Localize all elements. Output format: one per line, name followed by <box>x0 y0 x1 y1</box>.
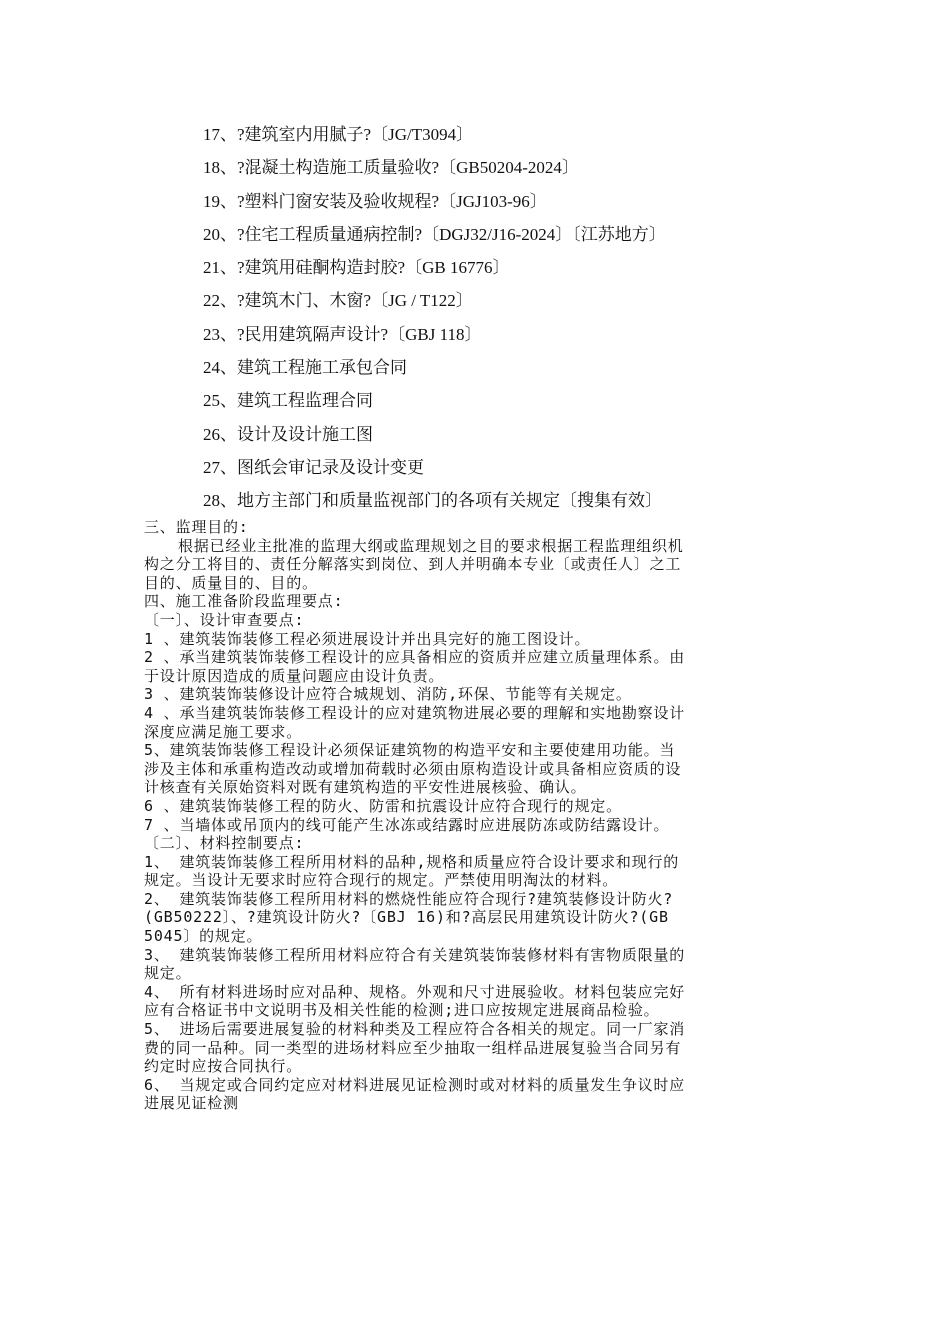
list-item: 24、建筑工程施工承包合同 <box>203 358 407 378</box>
body-text <box>144 518 812 1113</box>
list-item: 27、图纸会审记录及设计变更 <box>203 457 424 477</box>
section-heading-preparation: 四、施工准备阶段监理要点: <box>144 592 344 611</box>
paragraph-line: 7 、当墙体或吊顶内的线可能产生冰冻或结露时应进展防冻或防结露设计。 <box>144 815 670 834</box>
section-heading-objectives: 三、监理目的: <box>144 518 249 536</box>
paragraph-line: 2 、承当建筑装饰装修工程设计的应具备相应的资质并应建立质量理体系。由 <box>144 648 686 667</box>
subsection-heading-design: 〔一〕、设计审查要点: <box>144 610 305 629</box>
paragraph-line: 2、 建筑装饰装修工程所用材料的燃烧性能应符合现行?建筑装修设计防火? <box>144 889 674 908</box>
paragraph-line: 计核查有关原始资料对既有建筑构造的平安性进展核验、确认。 <box>144 778 587 797</box>
list-item: 25、建筑工程监理合同 <box>203 391 373 411</box>
list-item: 20、?住宅工程质量通病控制?〔DGJ32/J16-2024〕〔江苏地方〕 <box>203 224 666 244</box>
paragraph-line: 3、 建筑装饰装修工程所用材料应符合有关建筑装饰装修材料有害物质限量的 <box>144 945 686 964</box>
paragraph-line: 涉及主体和承重构造改动或增加荷载时必须由原构造设计或具备相应资质的设 <box>144 759 682 778</box>
list-item: 23、?民用建筑隔声设计?〔GBJ 118〕 <box>203 324 482 344</box>
list-item: 26、设计及设计施工图 <box>203 424 373 444</box>
paragraph-line: 根据已经业主批准的监理大纲或监理规划之目的要求根据工程监理组织机 <box>178 536 684 555</box>
list-item: 17、?建筑室内用腻子?〔JG/T3094〕 <box>203 125 474 144</box>
paragraph-line: 6、 当规定或合同约定应对材料进展见证检测时或对材料的质量发生争议时应 <box>144 1075 686 1094</box>
standards-list <box>203 118 903 518</box>
paragraph-line: 应有合格证书中文说明书及相关性能的检测;进口应按规定进展商品检验。 <box>144 1001 660 1020</box>
list-item: 19、?塑料门窗安装及验收规程?〔JGJ103-96〕 <box>203 191 547 211</box>
paragraph-line: 5045〕的规定。 <box>144 927 263 946</box>
paragraph-line: 5、 进场后需要进展复验的材料种类及工程应符合各相关的规定。同一厂家消 <box>144 1020 686 1039</box>
paragraph-line: 约定时应按合同执行。 <box>144 1057 303 1076</box>
paragraph-line: 4、 所有材料进场时应对品种、规格。外观和尺寸进展验收。材料包装应完好 <box>144 982 686 1001</box>
paragraph-line: 进展见证检测 <box>144 1094 239 1113</box>
paragraph-line: 深度应满足施工要求。 <box>144 722 303 741</box>
list-item: 22、?建筑木门、木窗?〔JG / T122〕 <box>203 291 473 311</box>
paragraph-line: (GB50222〕、?建筑设计防火?〔GBJ 16)和?高层民用建筑设计防火?(GB <box>144 908 669 927</box>
paragraph-line: 4 、承当建筑装饰装修工程设计的应对建筑物进展必要的理解和实地勘察设计 <box>144 703 686 722</box>
paragraph-line: 1、 建筑装饰装修工程所用材料的品种,规格和质量应符合设计要求和现行的 <box>144 852 680 871</box>
paragraph-line: 规定。当设计无要求时应符合现行的规定。严禁使用明淘汰的材料。 <box>144 871 619 890</box>
paragraph-line: 6 、建筑装饰装修工程的防火、防雷和抗震设计应符合现行的规定。 <box>144 796 622 815</box>
list-item: 21、?建筑用硅酮构造封胶?〔GB 16776〕 <box>203 258 510 278</box>
paragraph-line: 构之分工将目的、责任分解落实到岗位、到人并明确本专业〔或责任人〕之工 <box>144 555 682 574</box>
paragraph-line: 于设计原因造成的质量问题应由设计负责。 <box>144 666 445 685</box>
list-item: 28、地方主部门和质量监视部门的各项有关规定〔搜集有效〕 <box>203 491 662 511</box>
paragraph-line: 5、建筑装饰装修工程设计必须保证建筑物的构造平安和主要使建用功能。当 <box>144 741 676 760</box>
paragraph-line: 1 、建筑装饰装修工程必须进展设计并出具完好的施工图设计。 <box>144 629 591 648</box>
list-item: 18、?混凝土构造施工质量验收?〔GB50204-2024〕 <box>203 158 579 178</box>
paragraph-line: 目的、质量目的、目的。 <box>144 573 318 592</box>
paragraph-line: 3 、建筑装饰装修设计应符合城规划、消防,环保、节能等有关规定。 <box>144 685 632 704</box>
paragraph-line: 规定。 <box>144 964 192 983</box>
subsection-heading-materials: 〔二〕、材料控制要点: <box>144 834 305 853</box>
paragraph-line: 费的同一品种。同一类型的进场材料应至少抽取一组样品进展复验当合同另有 <box>144 1038 682 1057</box>
